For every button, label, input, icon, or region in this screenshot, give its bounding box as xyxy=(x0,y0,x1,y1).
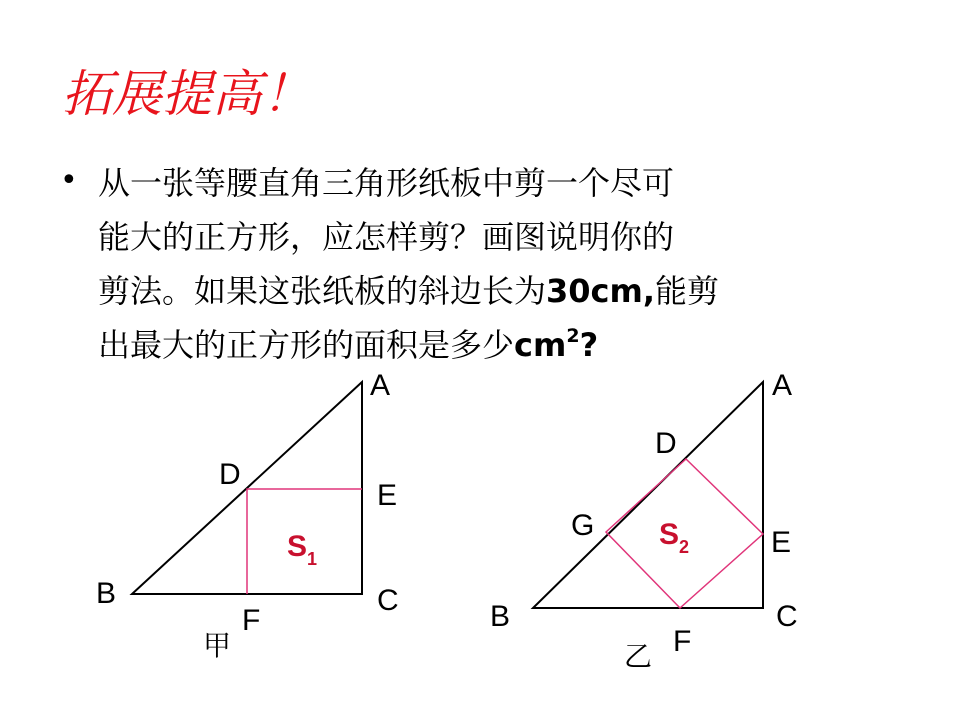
vertex-label-e: E xyxy=(771,526,792,559)
figure-caption-jia: 甲 xyxy=(203,629,232,662)
vertex-label-c: C xyxy=(776,600,798,633)
square-label-s1 xyxy=(287,530,317,569)
vertex-label-f: F xyxy=(242,604,261,637)
vertex-label-d: D xyxy=(655,427,677,460)
vertex-label-d: D xyxy=(219,458,241,491)
square-label-s2-name: S xyxy=(659,518,680,551)
vertex-label-g: G xyxy=(571,509,595,542)
vertex-label-e: E xyxy=(377,479,398,512)
question-mark: ? xyxy=(579,326,599,364)
vertex-label-b: B xyxy=(96,577,117,610)
area-unit-exponent: 2 xyxy=(566,325,580,347)
problem-line-4-a: 出最大的正方形的面积是多少 xyxy=(98,326,515,364)
vertex-label-c: C xyxy=(377,584,399,617)
figure-caption-yi: 乙 xyxy=(624,640,653,673)
vertex-label-a: A xyxy=(370,369,391,402)
square-label-s1-name: S xyxy=(287,530,308,563)
vertex-label-a: A xyxy=(772,369,793,402)
area-unit-base: cm xyxy=(514,326,567,364)
bullet-icon: • xyxy=(60,163,78,198)
problem-line-2: 能大的正方形，应怎样剪？画图说明你的 xyxy=(98,218,675,256)
problem-line-1: 从一张等腰直角三角形纸板中剪一个尽可 xyxy=(98,164,675,202)
square-s2 xyxy=(606,459,763,608)
problem-line-3-a: 剪法。如果这张纸板的斜边长为 xyxy=(98,272,547,310)
vertex-label-f: F xyxy=(673,625,692,658)
square-label-s2-sub: 2 xyxy=(679,537,690,557)
square-label-s2 xyxy=(659,518,689,557)
figure-jia xyxy=(96,369,399,662)
slide-title: 拓展提高！ xyxy=(62,65,312,123)
square-label-s1-sub: 1 xyxy=(307,549,318,569)
vertex-label-b: B xyxy=(490,600,511,633)
hypotenuse-length: 30cm, xyxy=(546,272,656,310)
problem-line-3-c: 能剪 xyxy=(655,272,720,310)
figure-yi xyxy=(490,369,798,673)
